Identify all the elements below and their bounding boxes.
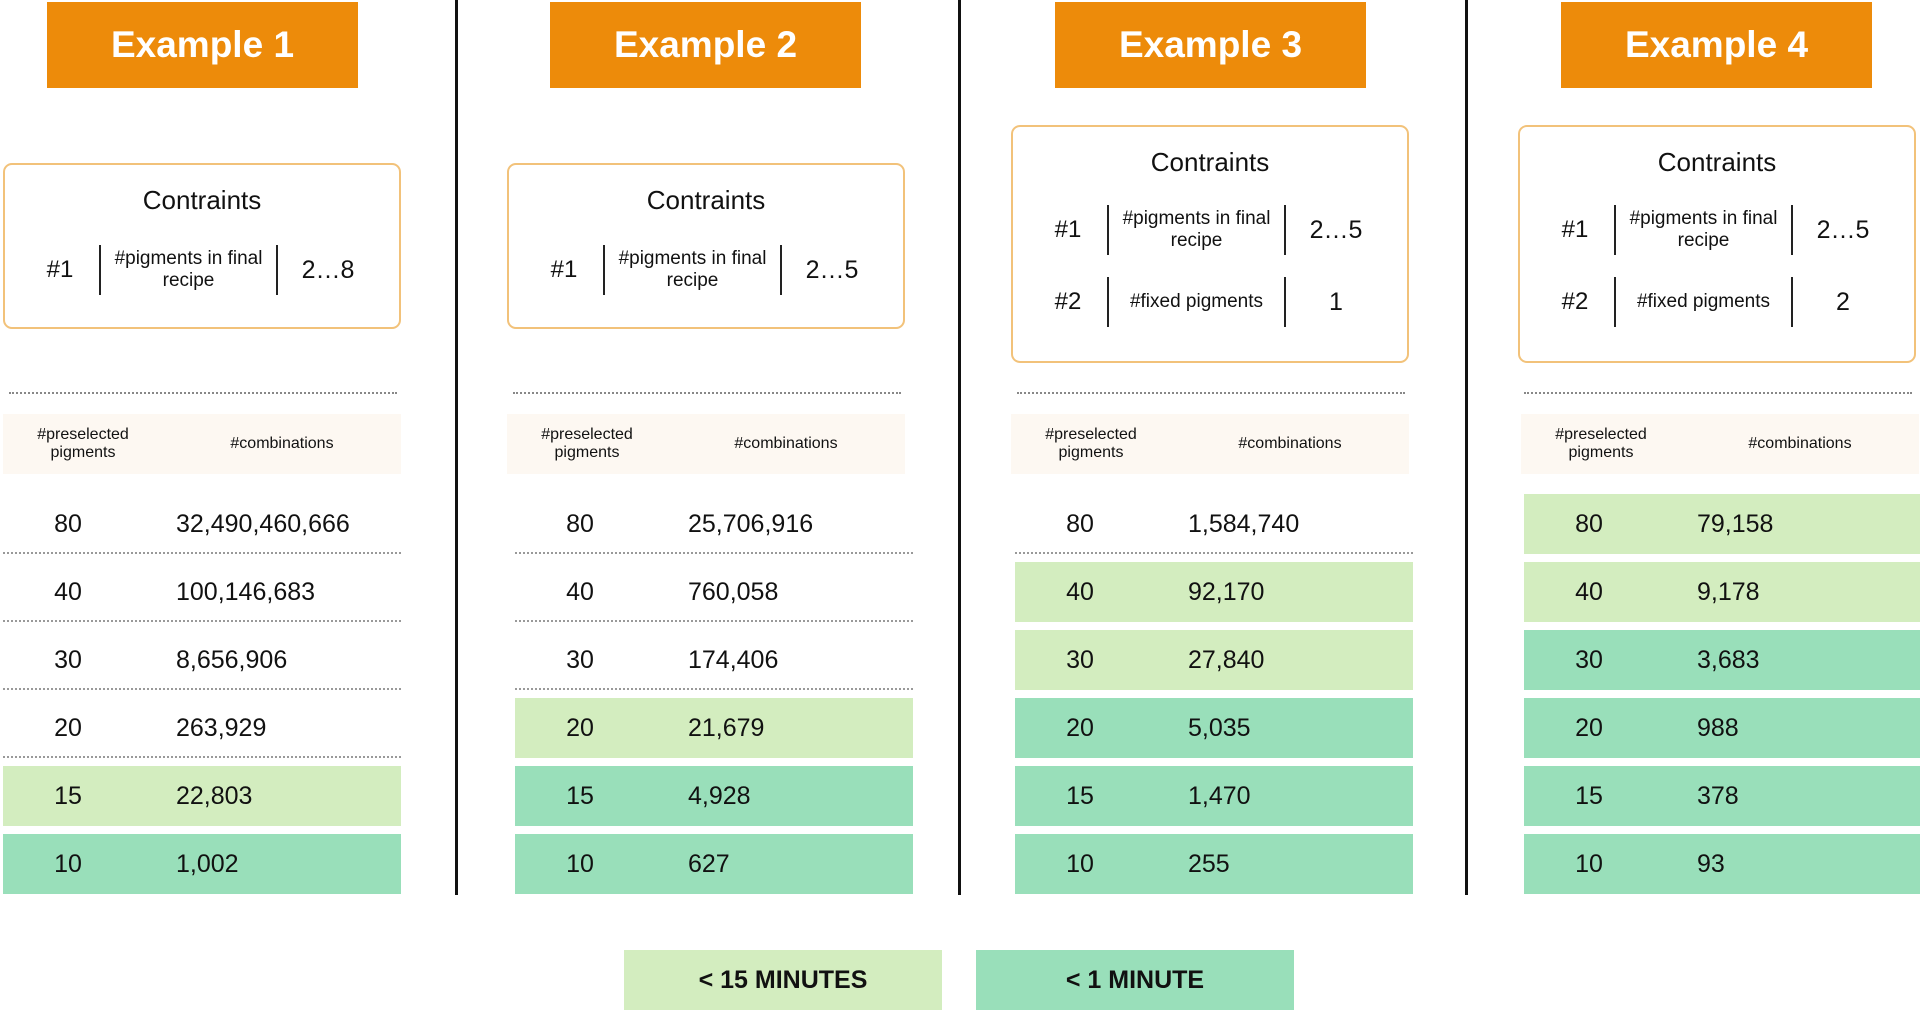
table-row bbox=[1015, 494, 1413, 554]
constraints-box bbox=[3, 163, 401, 329]
combinations-value: 4,928 bbox=[688, 781, 751, 810]
table-row bbox=[515, 698, 913, 758]
table-body bbox=[1015, 494, 1413, 902]
preselected-value: 40 bbox=[54, 577, 82, 606]
combinations-value: 21,679 bbox=[688, 713, 765, 742]
preselected-value: 40 bbox=[566, 577, 594, 606]
constraint-value: 2…8 bbox=[301, 255, 355, 284]
constraint-description: #pigments in final recipe bbox=[114, 248, 263, 291]
preselected-value: 30 bbox=[566, 645, 594, 674]
example-title: Example 1 bbox=[47, 2, 358, 88]
constraint-description: #pigments in final recipe bbox=[618, 248, 767, 291]
combinations-value: 9,178 bbox=[1697, 577, 1760, 606]
preselected-value: 40 bbox=[1066, 577, 1094, 606]
constraint-row bbox=[1520, 277, 1914, 347]
combinations-value: 93 bbox=[1697, 849, 1725, 878]
constraint-row bbox=[509, 245, 903, 315]
table-header bbox=[3, 414, 401, 474]
constraints-title: Contraints bbox=[1657, 147, 1777, 177]
constraint-id: #1 bbox=[1054, 216, 1082, 243]
preselected-value: 15 bbox=[1066, 781, 1094, 810]
dotted-separator bbox=[1524, 392, 1912, 394]
header-combinations: #combinations bbox=[1238, 435, 1342, 452]
table-row bbox=[3, 834, 401, 894]
constraint-description: #fixed pigments bbox=[1636, 291, 1771, 312]
table-row bbox=[3, 562, 401, 622]
combinations-value: 1,584,740 bbox=[1188, 509, 1300, 538]
table-row bbox=[3, 494, 401, 554]
constraints-title: Contraints bbox=[142, 185, 262, 215]
table-row bbox=[3, 630, 401, 690]
table-body bbox=[3, 494, 401, 902]
table-row bbox=[1524, 630, 1920, 690]
combinations-value: 988 bbox=[1697, 713, 1739, 742]
combinations-value: 627 bbox=[688, 849, 730, 878]
table-row bbox=[1015, 562, 1413, 622]
preselected-value: 30 bbox=[1066, 645, 1094, 674]
combinations-value: 1,002 bbox=[176, 849, 239, 878]
preselected-value: 80 bbox=[1575, 509, 1603, 538]
constraint-value: 2…5 bbox=[1309, 215, 1363, 244]
table-row bbox=[1015, 630, 1413, 690]
table-row bbox=[1524, 834, 1920, 894]
preselected-value: 20 bbox=[1066, 713, 1094, 742]
constraint-row bbox=[1520, 205, 1914, 275]
header-combinations: #combinations bbox=[734, 435, 838, 452]
example-column-2 bbox=[480, 0, 960, 1011]
preselected-value: 15 bbox=[566, 781, 594, 810]
table-row bbox=[515, 834, 913, 894]
table-row bbox=[515, 630, 913, 690]
legend-under-15-minutes: < 15 MINUTES bbox=[624, 950, 942, 1010]
header-preselected: #preselected pigments bbox=[541, 426, 633, 461]
constraints-box bbox=[507, 163, 905, 329]
constraint-row bbox=[1013, 277, 1407, 347]
preselected-value: 15 bbox=[54, 781, 82, 810]
table-row bbox=[1015, 698, 1413, 758]
combinations-value: 92,170 bbox=[1188, 577, 1265, 606]
table-row bbox=[1524, 698, 1920, 758]
constraint-value: 2…5 bbox=[805, 255, 859, 284]
constraints-box bbox=[1011, 125, 1409, 363]
preselected-value: 30 bbox=[54, 645, 82, 674]
constraint-row bbox=[5, 245, 399, 315]
table-row bbox=[1524, 766, 1920, 826]
combinations-value: 174,406 bbox=[688, 645, 779, 674]
header-preselected: #preselected pigments bbox=[1045, 426, 1137, 461]
preselected-value: 10 bbox=[54, 849, 82, 878]
table-row bbox=[515, 494, 913, 554]
example-title: Example 3 bbox=[1055, 2, 1366, 88]
preselected-value: 80 bbox=[54, 509, 82, 538]
constraint-description: #fixed pigments bbox=[1129, 291, 1264, 312]
combinations-value: 22,803 bbox=[176, 781, 253, 810]
example-column-3 bbox=[960, 0, 1440, 1011]
preselected-value: 30 bbox=[1575, 645, 1603, 674]
header-preselected: #preselected pigments bbox=[1555, 426, 1647, 461]
constraint-value: 2…5 bbox=[1816, 215, 1870, 244]
combinations-value: 27,840 bbox=[1188, 645, 1265, 674]
preselected-value: 20 bbox=[566, 713, 594, 742]
constraint-value: 1 bbox=[1329, 287, 1343, 316]
example-title: Example 4 bbox=[1561, 2, 1872, 88]
table-body bbox=[1524, 494, 1920, 902]
constraint-value: 2 bbox=[1836, 287, 1850, 316]
combinations-value: 8,656,906 bbox=[176, 645, 288, 674]
constraint-id: #2 bbox=[1054, 288, 1082, 315]
constraint-description: #pigments in final recipe bbox=[1122, 208, 1271, 251]
combinations-value: 255 bbox=[1188, 849, 1230, 878]
example-column-4 bbox=[1440, 0, 1920, 1011]
table-row bbox=[1015, 834, 1413, 894]
header-combinations: #combinations bbox=[230, 435, 334, 452]
constraints-title: Contraints bbox=[646, 185, 766, 215]
combinations-value: 760,058 bbox=[688, 577, 779, 606]
combinations-value: 378 bbox=[1697, 781, 1739, 810]
table-header bbox=[1521, 414, 1919, 474]
table-row bbox=[515, 766, 913, 826]
combinations-value: 5,035 bbox=[1188, 713, 1251, 742]
preselected-value: 20 bbox=[54, 713, 82, 742]
table-header bbox=[1011, 414, 1409, 474]
constraints-title: Contraints bbox=[1150, 147, 1270, 177]
combinations-value: 32,490,460,666 bbox=[176, 509, 350, 538]
combinations-value: 79,158 bbox=[1697, 509, 1774, 538]
combinations-value: 1,470 bbox=[1188, 781, 1251, 810]
constraint-id: #1 bbox=[550, 256, 578, 283]
dotted-separator bbox=[1017, 392, 1405, 394]
constraint-description: #pigments in final recipe bbox=[1629, 208, 1778, 251]
preselected-value: 15 bbox=[1575, 781, 1603, 810]
table-row bbox=[1524, 562, 1920, 622]
combinations-value: 263,929 bbox=[176, 713, 267, 742]
dotted-separator bbox=[9, 392, 397, 394]
preselected-value: 40 bbox=[1575, 577, 1603, 606]
preselected-value: 10 bbox=[1066, 849, 1094, 878]
preselected-value: 80 bbox=[566, 509, 594, 538]
table-row bbox=[3, 766, 401, 826]
combinations-value: 25,706,916 bbox=[688, 509, 814, 538]
constraints-box bbox=[1518, 125, 1916, 363]
preselected-value: 20 bbox=[1575, 713, 1603, 742]
table-row bbox=[515, 562, 913, 622]
preselected-value: 10 bbox=[1575, 849, 1603, 878]
table-row bbox=[3, 698, 401, 758]
combinations-value: 100,146,683 bbox=[176, 577, 316, 606]
example-column-1 bbox=[0, 0, 480, 1011]
preselected-value: 10 bbox=[566, 849, 594, 878]
preselected-value: 80 bbox=[1066, 509, 1094, 538]
table-body bbox=[515, 494, 913, 902]
header-preselected: #preselected pigments bbox=[37, 426, 129, 461]
constraint-id: #1 bbox=[1561, 216, 1589, 243]
example-title: Example 2 bbox=[550, 2, 861, 88]
table-row bbox=[1524, 494, 1920, 554]
table-row bbox=[1015, 766, 1413, 826]
constraint-id: #1 bbox=[46, 256, 74, 283]
constraint-row bbox=[1013, 205, 1407, 275]
dotted-separator bbox=[513, 392, 901, 394]
table-header bbox=[507, 414, 905, 474]
combinations-value: 3,683 bbox=[1697, 645, 1760, 674]
constraint-id: #2 bbox=[1561, 288, 1589, 315]
legend-under-1-minute: < 1 MINUTE bbox=[976, 950, 1294, 1010]
header-combinations: #combinations bbox=[1748, 435, 1852, 452]
